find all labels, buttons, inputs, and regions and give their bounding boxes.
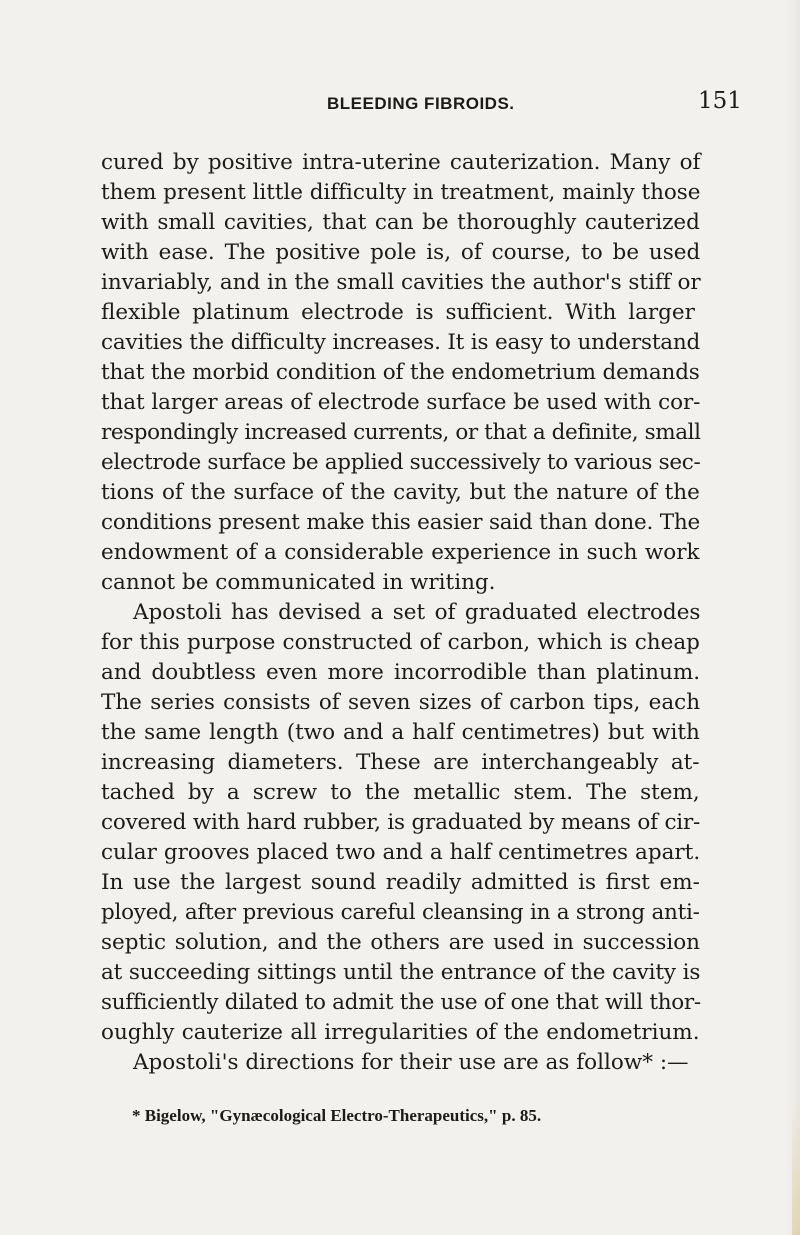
text-line: with ease. The positive pole is, of course, to be used (101, 240, 701, 265)
text-line: tions of the surface of the cavity, but the nature of the (101, 480, 700, 505)
text-line: the same length (two and a half centimetres) but with (101, 720, 700, 745)
text-line: In use the largest sound readily admitted is first em- (101, 870, 700, 895)
text-line: sufficiently dilated to admit the use of one that will thor- (101, 990, 701, 1015)
text-line: conditions present make this easier said than done. The (101, 510, 700, 535)
page-header (0, 88, 800, 122)
footnote: * Bigelow, "Gynæcological Electro-Therapeutics," p. 85. (132, 1106, 542, 1125)
paragraph-start-line: Apostoli has devised a set of graduated electrodes (133, 600, 701, 625)
page-edge-stain (792, 1100, 800, 1235)
text-line: flexible platinum electrode is sufficient. With larger (101, 300, 695, 325)
paragraph-start-line: Apostoli's directions for their use are as follow* :— (133, 1050, 689, 1075)
text-line: tached by a screw to the metallic stem. The stem, (101, 780, 700, 805)
text-line: at succeeding sittings until the entrance of the cavity is (101, 960, 701, 985)
text-line: ployed, after previous careful cleansing in a strong anti- (101, 900, 700, 925)
text-line: endowment of a considerable experience in such work (101, 540, 700, 565)
text-line: The series consists of seven sizes of carbon tips, each (101, 690, 701, 715)
text-line: that the morbid condition of the endometrium demands (101, 360, 700, 385)
text-line: invariably, and in the small cavities the author's stiff or (101, 270, 701, 295)
text-line: respondingly increased currents, or that a definite, small (101, 420, 701, 445)
text-line: that larger areas of electrode surface be used with cor- (101, 390, 701, 415)
text-line: cavities the difficulty increases. It is easy to understand (101, 330, 701, 355)
text-line: covered with hard rubber, is graduated by means of cir- (101, 810, 701, 835)
text-line: septic solution, and the others are used in succession (101, 930, 701, 955)
running-head: BLEEDING FIBROIDS. (327, 94, 515, 113)
text-line: cured by positive intra-uterine cauterization. Many of (101, 150, 701, 175)
text-line: oughly cauterize all irregularities of the endometrium. (101, 1020, 700, 1045)
text-line: for this purpose constructed of carbon, which is cheap (101, 630, 700, 655)
text-line: with small cavities, that can be thoroughly cauterized (101, 210, 700, 235)
text-line: cannot be communicated in writing. (101, 570, 496, 595)
text-line: and doubtless even more incorrodible than platinum. (101, 660, 701, 685)
page-edge-shadow (786, 0, 800, 1235)
text-line: increasing diameters. These are interchangeably at- (101, 750, 700, 775)
text-line: them present little difficulty in treatment, mainly those (101, 180, 701, 205)
page-number: 151 (698, 88, 742, 114)
text-line: electrode surface be applied successively to various sec- (101, 450, 701, 475)
text-line: cular grooves placed two and a half centimetres apart. (101, 840, 701, 865)
